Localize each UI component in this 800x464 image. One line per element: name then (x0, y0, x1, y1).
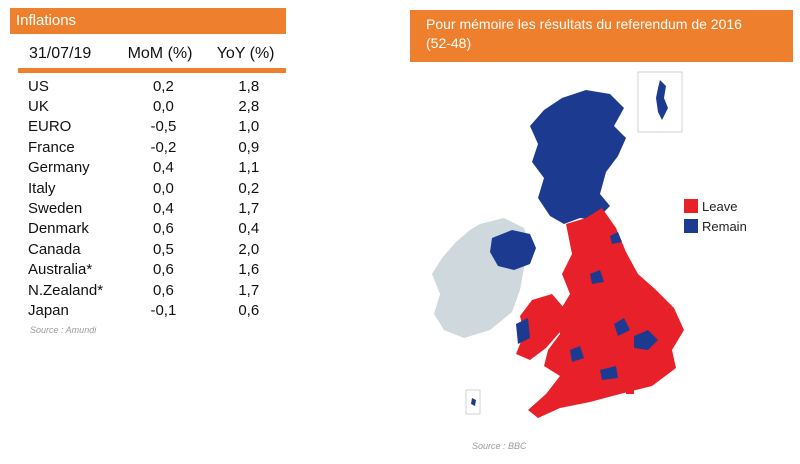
table-row (28, 137, 286, 157)
inflation-title: Inflations (10, 8, 286, 34)
table-row (28, 117, 286, 137)
yoy-cell: 0,6 (238, 301, 260, 319)
mom-cell: 0,5 (152, 240, 174, 258)
table-row (28, 260, 286, 280)
yoy-cell: 1,7 (238, 200, 260, 218)
mom-cell: 0,6 (152, 261, 174, 279)
legend-item-leave (684, 196, 747, 216)
yoy-cell: 1,6 (238, 261, 260, 279)
table-row (28, 219, 286, 239)
scotland (530, 90, 626, 224)
referendum-title (410, 10, 793, 62)
legend-label-leave: Leave (702, 198, 738, 214)
mom-column-header: MoM (%) (127, 45, 193, 62)
country-cell: France (28, 138, 75, 156)
yoy-cell: 1,7 (238, 281, 260, 299)
date-column-header: 31/07/19 (29, 45, 92, 62)
inflation-table-header (28, 38, 286, 70)
table-row (28, 96, 286, 116)
country-cell: Sweden (28, 200, 83, 218)
remain-swatch (684, 219, 698, 233)
mom-cell: 0,2 (152, 77, 174, 95)
yoy-cell: 2,0 (238, 240, 260, 258)
country-cell: Germany (28, 159, 90, 177)
mom-cell: 0,6 (152, 281, 174, 299)
country-cell: US (28, 77, 49, 95)
mom-cell: -0,5 (150, 118, 177, 136)
yoy-cell: 0,2 (238, 179, 260, 197)
scilly-islands (471, 398, 476, 406)
table-row (28, 300, 286, 320)
country-cell: EURO (28, 118, 72, 136)
table-row (28, 280, 286, 300)
referendum-title-line1: Pour mémoire les résultats du referendum de 2016 (426, 16, 742, 32)
legend-item-remain (684, 216, 747, 236)
legend-label-remain: Remain (702, 218, 747, 234)
uk-referendum-map (420, 68, 710, 428)
yoy-cell: 0,4 (238, 220, 260, 238)
mom-cell: -0,2 (150, 138, 177, 156)
inflation-source: Source : Amundi (30, 325, 97, 335)
yoy-cell: 0,9 (238, 138, 260, 156)
mom-cell: 0,4 (152, 159, 174, 177)
yoy-column-header: YoY (%) (216, 45, 275, 62)
country-cell: N.Zealand* (28, 281, 104, 299)
country-cell: Japan (28, 301, 69, 319)
mom-cell: 0,0 (152, 179, 174, 197)
table-row (28, 76, 286, 96)
country-cell: Canada (28, 240, 81, 258)
country-cell: UK (28, 98, 49, 116)
yoy-cell: 1,1 (238, 159, 260, 177)
mom-cell: 0,0 (152, 98, 174, 116)
leave-swatch (684, 199, 698, 213)
map-source: Source : BBC (472, 441, 527, 451)
referendum-title-line2: (52-48) (426, 35, 472, 51)
table-row (28, 158, 286, 178)
mom-cell: -0,1 (150, 301, 177, 319)
map-legend (684, 196, 747, 236)
country-cell: Italy (28, 179, 56, 197)
inflation-rows (28, 76, 286, 321)
yoy-cell: 1,8 (238, 77, 260, 95)
mom-cell: 0,6 (152, 220, 174, 238)
shetland-islands (656, 80, 668, 120)
header-divider (18, 68, 286, 73)
table-row (28, 178, 286, 198)
country-cell: Australia* (28, 261, 93, 279)
mom-cell: 0,4 (152, 200, 174, 218)
country-cell: Denmark (28, 220, 89, 238)
table-row (28, 239, 286, 259)
yoy-cell: 1,0 (238, 118, 260, 136)
table-row (28, 198, 286, 218)
yoy-cell: 2,8 (238, 98, 260, 116)
